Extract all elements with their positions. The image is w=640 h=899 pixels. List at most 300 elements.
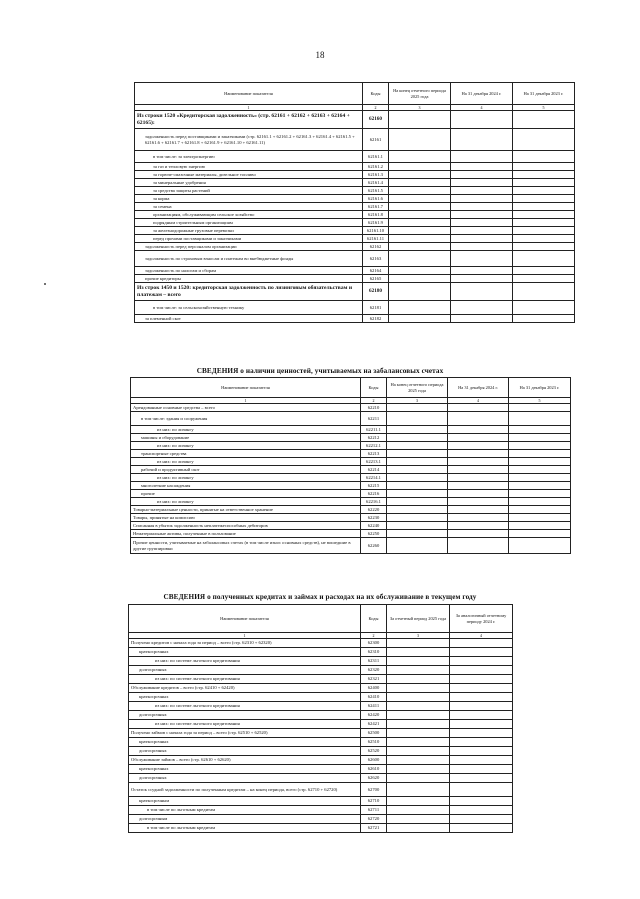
value-cell[interactable]	[387, 720, 450, 729]
row-code: 62182	[363, 315, 389, 323]
row-name: долгосрочных	[129, 666, 361, 675]
header-period-end-2025: На конец отчетного периода 2025 года	[389, 83, 451, 105]
table-row	[129, 783, 513, 797]
value-cell[interactable]	[450, 747, 513, 756]
column-index: 2	[363, 105, 389, 111]
value-cell[interactable]	[513, 151, 575, 163]
value-cell[interactable]	[387, 434, 448, 442]
value-cell[interactable]	[451, 179, 513, 187]
off-balance-table	[130, 377, 570, 554]
value-cell[interactable]	[509, 538, 571, 554]
value-cell[interactable]	[513, 227, 575, 235]
table-row	[131, 506, 571, 514]
value-cell[interactable]	[389, 283, 451, 301]
row-code: 62600	[361, 756, 387, 765]
row-code: 62510	[361, 738, 387, 747]
row-name: за племенной скот	[135, 315, 363, 323]
value-cell[interactable]	[451, 267, 513, 275]
table-row	[129, 815, 513, 824]
value-cell[interactable]	[389, 111, 451, 129]
value-cell[interactable]	[509, 412, 571, 426]
value-cell[interactable]	[509, 474, 571, 482]
value-cell[interactable]	[387, 675, 450, 684]
value-cell[interactable]	[509, 458, 571, 466]
row-name: Списанная в убыток задолженность неплатежеспособных дебиторов	[131, 522, 361, 530]
row-name: задолженность перед персоналом организации	[135, 243, 363, 251]
table-row	[135, 129, 575, 151]
row-code: 62161.7	[363, 203, 389, 211]
table-row	[135, 187, 575, 195]
table-row	[135, 275, 575, 283]
column-index: 4	[451, 105, 513, 111]
row-name: краткосрочных	[129, 648, 361, 657]
value-cell[interactable]	[387, 684, 450, 693]
value-cell[interactable]	[451, 129, 513, 151]
value-cell[interactable]	[513, 283, 575, 301]
value-cell[interactable]	[450, 756, 513, 765]
value-cell[interactable]	[509, 404, 571, 412]
table-row	[129, 765, 513, 774]
row-name: Обслуживание займов – всего (стр. 62610 + 62620)	[129, 756, 361, 765]
value-cell[interactable]	[451, 219, 513, 227]
row-name: Нематериальные активы, полученные в пользование	[131, 530, 361, 538]
table-row	[131, 442, 571, 450]
value-cell[interactable]	[387, 648, 450, 657]
header-dec-2023: На 31 декабря 2023 г.	[509, 378, 571, 398]
value-cell[interactable]	[513, 195, 575, 203]
value-cell[interactable]	[387, 426, 448, 434]
value-cell[interactable]	[513, 187, 575, 195]
value-cell[interactable]	[387, 666, 450, 675]
table-row	[131, 530, 571, 538]
value-cell[interactable]	[389, 243, 451, 251]
value-cell[interactable]	[450, 824, 513, 833]
value-cell[interactable]	[387, 797, 450, 806]
value-cell[interactable]	[387, 738, 450, 747]
value-cell[interactable]	[450, 720, 513, 729]
header-name: Наименование показателя	[129, 605, 361, 633]
value-cell[interactable]	[513, 171, 575, 179]
row-code: 62216.1	[361, 498, 387, 506]
row-name: многолетние насаждения	[131, 482, 361, 490]
value-cell[interactable]	[448, 442, 509, 450]
row-code: 62161.4	[363, 179, 389, 187]
value-cell[interactable]	[509, 498, 571, 506]
value-cell[interactable]	[448, 498, 509, 506]
table-row	[129, 738, 513, 747]
row-code: 62320	[361, 666, 387, 675]
section2-title: СВЕДЕНИЯ о наличии ценностей, учитываемых на забалансовых счетах	[196, 367, 444, 375]
row-name: Получено кредитов с начала года за период – всего (стр. 62310 + 62320)	[129, 639, 361, 648]
table-row	[135, 235, 575, 243]
column-index: 1	[131, 398, 361, 404]
page-number: 18	[315, 50, 325, 60]
value-cell[interactable]	[387, 412, 448, 426]
row-name: долгосрочных	[129, 774, 361, 783]
row-code: 62410	[361, 693, 387, 702]
row-name: Получено займов с начала года за период – всего (стр. 62510 + 62520)	[129, 729, 361, 738]
value-cell[interactable]	[387, 639, 450, 648]
row-code: 62310	[361, 648, 387, 657]
table-row	[135, 211, 575, 219]
value-cell[interactable]	[389, 163, 451, 171]
value-cell[interactable]	[509, 466, 571, 474]
table-row	[129, 657, 513, 666]
value-cell[interactable]	[450, 702, 513, 711]
value-cell[interactable]	[387, 482, 448, 490]
value-cell[interactable]	[389, 179, 451, 187]
value-cell[interactable]	[387, 756, 450, 765]
table-row	[129, 639, 513, 648]
value-cell[interactable]	[450, 657, 513, 666]
value-cell[interactable]	[387, 522, 448, 530]
value-cell[interactable]	[450, 783, 513, 797]
value-cell[interactable]	[451, 203, 513, 211]
value-cell[interactable]	[513, 235, 575, 243]
row-code: 62212	[361, 434, 387, 442]
value-cell[interactable]	[450, 815, 513, 824]
value-cell[interactable]	[513, 219, 575, 227]
column-index: 3	[389, 105, 451, 111]
row-code: 62240	[361, 522, 387, 530]
value-cell[interactable]	[451, 163, 513, 171]
table-row	[131, 474, 571, 482]
table-row	[131, 498, 571, 506]
value-cell[interactable]	[513, 275, 575, 283]
value-cell[interactable]	[389, 251, 451, 267]
value-cell[interactable]	[389, 219, 451, 227]
row-code: 62216	[361, 490, 387, 498]
value-cell[interactable]	[451, 151, 513, 163]
table-row	[129, 797, 513, 806]
row-code: 62164	[363, 267, 389, 275]
value-cell[interactable]	[448, 530, 509, 538]
value-cell[interactable]	[450, 711, 513, 720]
column-index: 1	[129, 633, 361, 639]
value-cell[interactable]	[509, 450, 571, 458]
value-cell[interactable]	[513, 243, 575, 251]
value-cell[interactable]	[389, 267, 451, 275]
table-row	[129, 702, 513, 711]
header-code: Коды	[361, 605, 387, 633]
value-cell[interactable]	[387, 466, 448, 474]
value-cell[interactable]	[389, 227, 451, 235]
value-cell[interactable]	[451, 227, 513, 235]
value-cell[interactable]	[448, 490, 509, 498]
row-code: 62300	[361, 639, 387, 648]
table-row	[135, 195, 575, 203]
row-code: 62230	[361, 514, 387, 522]
value-cell[interactable]	[448, 514, 509, 522]
row-code: 62720	[361, 815, 387, 824]
row-name: Товарно-материальные ценности, принятые на ответственное хранение	[131, 506, 361, 514]
value-cell[interactable]	[451, 243, 513, 251]
row-name: из них: по лизингу	[131, 442, 361, 450]
row-code: 62215	[361, 482, 387, 490]
row-code: 62700	[361, 783, 387, 797]
table-row	[131, 450, 571, 458]
value-cell[interactable]	[451, 301, 513, 315]
payables-table	[134, 82, 574, 323]
value-cell[interactable]	[450, 675, 513, 684]
table-row	[129, 684, 513, 693]
value-cell[interactable]	[450, 765, 513, 774]
value-cell[interactable]	[509, 506, 571, 514]
row-name: из них: по системе льготного кредитования	[129, 657, 361, 666]
value-cell[interactable]	[389, 171, 451, 179]
column-index: 2	[361, 398, 387, 404]
value-cell[interactable]	[450, 774, 513, 783]
header-code: Коды	[361, 378, 387, 398]
row-code: 62211.1	[361, 426, 387, 434]
row-code: 62710	[361, 797, 387, 806]
value-cell[interactable]	[389, 195, 451, 203]
row-code: 62161.6	[363, 195, 389, 203]
value-cell[interactable]	[387, 657, 450, 666]
value-cell[interactable]	[450, 806, 513, 815]
table-row	[129, 711, 513, 720]
value-cell[interactable]	[448, 506, 509, 514]
row-code: 62161	[363, 129, 389, 151]
value-cell[interactable]	[389, 211, 451, 219]
value-cell[interactable]	[513, 211, 575, 219]
value-cell[interactable]	[389, 301, 451, 315]
column-index: 4	[448, 398, 509, 404]
value-cell[interactable]	[389, 235, 451, 243]
row-name: в том числе по льготным кредитам	[129, 806, 361, 815]
value-cell[interactable]	[451, 171, 513, 179]
row-code: 62250	[361, 530, 387, 538]
row-name: перед прочими поставщиками и заказчиками	[135, 235, 363, 243]
value-cell[interactable]	[450, 693, 513, 702]
table-row	[129, 666, 513, 675]
scan-speck	[44, 283, 46, 285]
row-name: задолженность по страховым взносам и платежам во внебюджетные фонды	[135, 251, 363, 267]
table-row	[135, 227, 575, 235]
value-cell[interactable]	[509, 482, 571, 490]
table-row	[135, 243, 575, 251]
value-cell[interactable]	[389, 129, 451, 151]
row-name: краткосрочных	[129, 765, 361, 774]
value-cell[interactable]	[448, 482, 509, 490]
row-name: прочие кредиторы	[135, 275, 363, 283]
value-cell[interactable]	[450, 729, 513, 738]
table-row	[135, 203, 575, 211]
row-code: 62163	[363, 251, 389, 267]
value-cell[interactable]	[389, 187, 451, 195]
row-name: Из строки 1520 «Кредиторская задолженность» (стр. 62161 + 62162 + 62163 + 62164 + 62165):	[135, 111, 363, 129]
header-dec-2024: На 31 декабря 2024 г.	[448, 378, 509, 398]
section3-title: СВЕДЕНИЯ о полученных кредитах и займах и расходах на их обслуживание в текущем году	[163, 593, 477, 601]
value-cell[interactable]	[451, 195, 513, 203]
row-code: 62181	[363, 301, 389, 315]
value-cell[interactable]	[387, 702, 450, 711]
value-cell[interactable]	[451, 211, 513, 219]
value-cell[interactable]	[387, 783, 450, 797]
value-cell[interactable]	[509, 530, 571, 538]
value-cell[interactable]	[451, 251, 513, 267]
loans-table	[128, 604, 512, 833]
value-cell[interactable]	[448, 450, 509, 458]
value-cell[interactable]	[450, 648, 513, 657]
row-code: 62420	[361, 711, 387, 720]
value-cell[interactable]	[448, 426, 509, 434]
row-code: 62213.1	[361, 458, 387, 466]
value-cell[interactable]	[387, 729, 450, 738]
row-name: в том числе по льготным кредитам	[129, 824, 361, 833]
row-code: 62520	[361, 747, 387, 756]
value-cell[interactable]	[448, 404, 509, 412]
row-name: из них: по системе льготного кредитования	[129, 702, 361, 711]
value-cell[interactable]	[448, 412, 509, 426]
value-cell[interactable]	[513, 129, 575, 151]
value-cell[interactable]	[387, 815, 450, 824]
row-name: в том числе: за электроэнергию	[135, 151, 363, 163]
value-cell[interactable]	[451, 235, 513, 243]
value-cell[interactable]	[513, 179, 575, 187]
value-cell[interactable]	[509, 434, 571, 442]
row-code: 62161.11	[363, 235, 389, 243]
row-name: в том числе: здания и сооружения	[131, 412, 361, 426]
row-code: 62165	[363, 275, 389, 283]
value-cell[interactable]	[450, 684, 513, 693]
value-cell[interactable]	[509, 426, 571, 434]
value-cell[interactable]	[513, 267, 575, 275]
row-code: 62161.5	[363, 187, 389, 195]
row-name: из них: по системе льготного кредитования	[129, 720, 361, 729]
row-name: организациям, обслуживающим сельское хозяйство	[135, 211, 363, 219]
value-cell[interactable]	[387, 530, 448, 538]
value-cell[interactable]	[387, 490, 448, 498]
row-name: за корма	[135, 195, 363, 203]
value-cell[interactable]	[509, 490, 571, 498]
row-name: Остаток ссудной задолженности по полученным кредитам – на конец периода, всего (стр. 62710 + 62720)	[129, 783, 361, 797]
row-name: краткосрочных	[129, 738, 361, 747]
table-row	[131, 458, 571, 466]
value-cell[interactable]	[448, 458, 509, 466]
value-cell[interactable]	[387, 514, 448, 522]
value-cell[interactable]	[387, 538, 448, 554]
row-code: 62161.1	[363, 151, 389, 163]
value-cell[interactable]	[450, 797, 513, 806]
value-cell[interactable]	[387, 774, 450, 783]
value-cell[interactable]	[387, 404, 448, 412]
table-row	[129, 720, 513, 729]
row-name: долгосрочным	[129, 815, 361, 824]
row-code: 62161.8	[363, 211, 389, 219]
value-cell[interactable]	[387, 498, 448, 506]
table-row	[129, 675, 513, 684]
table-row	[129, 729, 513, 738]
row-code: 62311	[361, 657, 387, 666]
row-code: 62161.2	[363, 163, 389, 171]
row-name: транспортные средства	[131, 450, 361, 458]
value-cell[interactable]	[389, 275, 451, 283]
value-cell[interactable]	[387, 806, 450, 815]
table-row	[129, 693, 513, 702]
value-cell[interactable]	[387, 506, 448, 514]
row-name: за семена	[135, 203, 363, 211]
table-row	[129, 774, 513, 783]
value-cell[interactable]	[451, 283, 513, 301]
row-name: за минеральные удобрения	[135, 179, 363, 187]
table-row	[129, 824, 513, 833]
row-code: 62180	[363, 283, 389, 301]
value-cell[interactable]	[387, 474, 448, 482]
row-code: 62212.1	[361, 442, 387, 450]
column-index: 1	[135, 105, 363, 111]
table-row	[135, 163, 575, 171]
value-cell[interactable]	[387, 824, 450, 833]
value-cell[interactable]	[509, 442, 571, 450]
value-cell[interactable]	[448, 522, 509, 530]
value-cell[interactable]	[387, 693, 450, 702]
row-name: краткосрочных	[129, 693, 361, 702]
value-cell[interactable]	[451, 111, 513, 129]
row-name: за железнодорожные грузовые перевозки	[135, 227, 363, 235]
row-name: Обслуживание кредитов – всего (стр. 62410 + 62420)	[129, 684, 361, 693]
value-cell[interactable]	[448, 538, 509, 554]
value-cell[interactable]	[450, 738, 513, 747]
value-cell[interactable]	[387, 458, 448, 466]
table-row	[135, 301, 575, 315]
value-cell[interactable]	[387, 442, 448, 450]
table-row	[131, 514, 571, 522]
table-row	[131, 426, 571, 434]
value-cell[interactable]	[387, 765, 450, 774]
value-cell[interactable]	[389, 151, 451, 163]
value-cell[interactable]	[387, 450, 448, 458]
row-code: 62162	[363, 243, 389, 251]
row-name: Товары, принятые на комиссию	[131, 514, 361, 522]
value-cell[interactable]	[513, 111, 575, 129]
row-name: из них: по лизингу	[131, 474, 361, 482]
value-cell[interactable]	[387, 711, 450, 720]
value-cell[interactable]	[509, 514, 571, 522]
value-cell[interactable]	[513, 315, 575, 323]
row-name: из них: по лизингу	[131, 498, 361, 506]
row-code: 62213	[361, 450, 387, 458]
value-cell[interactable]	[389, 315, 451, 323]
value-cell[interactable]	[451, 275, 513, 283]
value-cell[interactable]	[448, 474, 509, 482]
row-code: 62610	[361, 765, 387, 774]
table-row	[135, 219, 575, 227]
value-cell[interactable]	[513, 251, 575, 267]
column-index: 5	[509, 398, 571, 404]
row-name: из них: по лизингу	[131, 458, 361, 466]
value-cell[interactable]	[389, 203, 451, 211]
row-name: задолженность перед поставщиками и заказчиками (стр. 62161.1 + 62161.2 + 62161.3 + 62161.4 + 62161.5 + 62161.6 + 62161.7 + 62161.8 + 62161.9 + 62161.10 + 62161.11)	[135, 129, 363, 151]
row-code: 62211	[361, 412, 387, 426]
value-cell[interactable]	[450, 639, 513, 648]
value-cell[interactable]	[448, 466, 509, 474]
row-code: 62321	[361, 675, 387, 684]
row-code: 62161.9	[363, 219, 389, 227]
value-cell[interactable]	[448, 434, 509, 442]
value-cell[interactable]	[387, 747, 450, 756]
value-cell[interactable]	[513, 163, 575, 171]
row-name: подрядным строительным организациям	[135, 219, 363, 227]
value-cell[interactable]	[513, 301, 575, 315]
value-cell[interactable]	[450, 666, 513, 675]
table-row	[129, 756, 513, 765]
value-cell[interactable]	[451, 315, 513, 323]
value-cell[interactable]	[509, 522, 571, 530]
value-cell[interactable]	[451, 187, 513, 195]
row-name: за горюче-смазочные материалы, дизельное топливо	[135, 171, 363, 179]
value-cell[interactable]	[513, 203, 575, 211]
